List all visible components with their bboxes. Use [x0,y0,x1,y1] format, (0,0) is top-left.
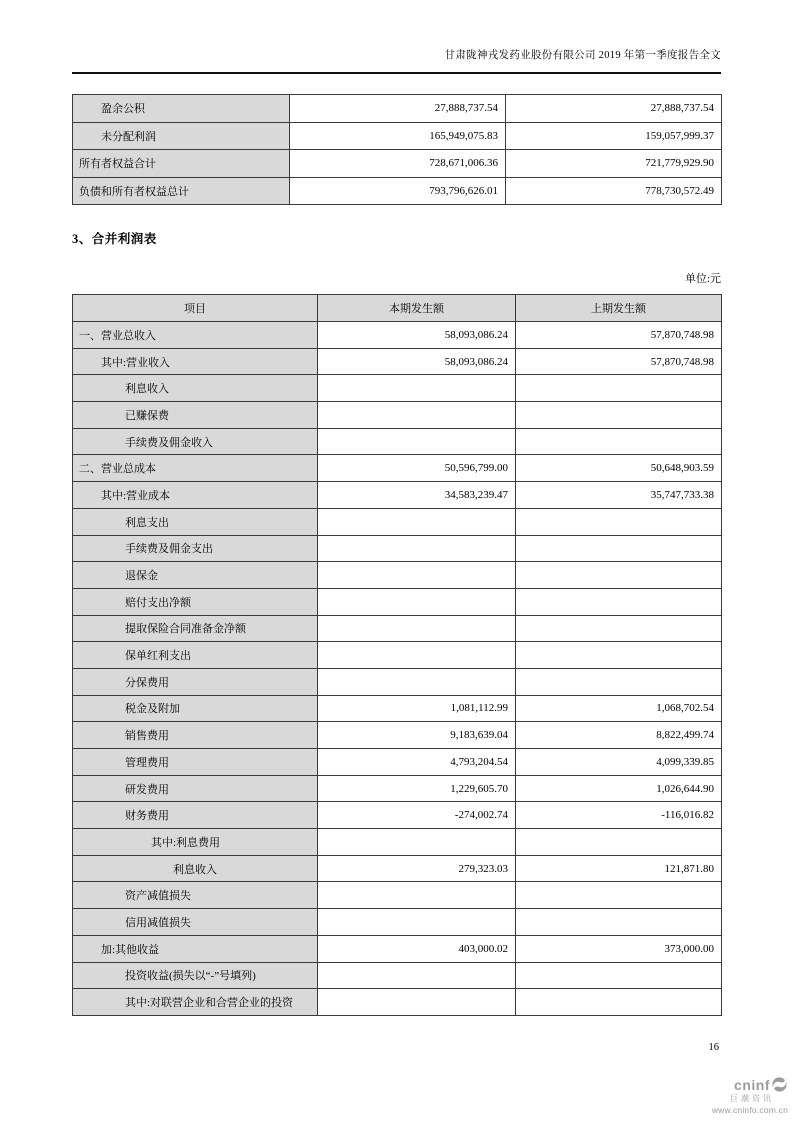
table-row [73,375,722,402]
table-row [73,177,722,205]
current-period-value: 728,671,006.36 [290,150,506,178]
row-label: 财务费用 [73,802,318,829]
balance-sheet-bottom-table [72,94,722,205]
row-label: 管理费用 [73,749,318,776]
prior-period-value [516,668,722,695]
row-label: 资产减值损失 [73,882,318,909]
table-row [73,695,722,722]
table-row [73,989,722,1016]
table-row [73,855,722,882]
prior-period-value: -116,016.82 [516,802,722,829]
row-label: 提取保险合同准备金净额 [73,615,318,642]
table-row [73,122,722,150]
page-content [72,0,721,1016]
current-period-value: 1,229,605.70 [318,775,516,802]
current-period-value [318,375,516,402]
current-period-value: 9,183,639.04 [318,722,516,749]
table-row [73,935,722,962]
current-period-value [318,428,516,455]
cninfo-url: www.cninfo.com.cn [711,1105,788,1115]
table-row [73,562,722,589]
table-row [73,402,722,429]
prior-period-value: 721,779,929.90 [506,150,722,178]
table-row [73,668,722,695]
table-row [73,150,722,178]
current-period-value [318,615,516,642]
prior-period-value [516,508,722,535]
page-number: 16 [708,1042,719,1053]
row-label: 退保金 [73,562,318,589]
row-label: 未分配利润 [73,122,290,150]
table-row [73,508,722,535]
current-period-value [318,562,516,589]
prior-period-value [516,535,722,562]
prior-period-value [516,989,722,1016]
prior-period-value [516,642,722,669]
current-period-value [318,909,516,936]
table-row [73,775,722,802]
table-row [73,722,722,749]
prior-period-value [516,909,722,936]
current-period-value [318,508,516,535]
prior-period-value: 1,068,702.54 [516,695,722,722]
current-period-value: 50,596,799.00 [318,455,516,482]
prior-period-value: 373,000.00 [516,935,722,962]
document-header-title: 甘肃陇神戎发药业股份有限公司 2019 年第一季度报告全文 [444,50,721,61]
table-row [73,882,722,909]
table-row [73,642,722,669]
cninfo-swirl-icon [771,1076,788,1093]
current-period-value: 34,583,239.47 [318,482,516,509]
current-period-value: 403,000.02 [318,935,516,962]
prior-period-value: 1,026,644.90 [516,775,722,802]
prior-period-value [516,402,722,429]
row-label: 研发费用 [73,775,318,802]
row-label: 负债和所有者权益总计 [73,177,290,205]
table-row [73,749,722,776]
prior-period-value [516,615,722,642]
prior-period-value: 57,870,748.98 [516,322,722,349]
header-divider [72,72,721,74]
row-label: 信用减值损失 [73,909,318,936]
row-label: 赔付支出净额 [73,588,318,615]
current-period-value [318,829,516,856]
income-table-body [73,322,722,1016]
prior-period-value: 35,747,733.38 [516,482,722,509]
cninfo-footer-logo [712,1076,788,1115]
column-header-prior-period: 上期发生额 [516,295,722,322]
row-label: 保单红利支出 [73,642,318,669]
row-label: 销售费用 [73,722,318,749]
table-row [73,802,722,829]
balance-table-body [73,95,722,205]
prior-period-value [516,562,722,589]
row-label: 已赚保费 [73,402,318,429]
row-label: 二、营业总成本 [73,455,318,482]
prior-period-value: 4,099,339.85 [516,749,722,776]
row-label: 加:其他收益 [73,935,318,962]
row-label: 利息收入 [73,855,318,882]
current-period-value: 58,093,086.24 [318,322,516,349]
current-period-value: 4,793,204.54 [318,749,516,776]
current-period-value [318,588,516,615]
prior-period-value: 8,822,499.74 [516,722,722,749]
current-period-value [318,989,516,1016]
current-period-value [318,642,516,669]
current-period-value: -274,002.74 [318,802,516,829]
table-row [73,615,722,642]
column-header-current-period: 本期发生额 [318,295,516,322]
table-row [73,428,722,455]
current-period-value: 165,949,075.83 [290,122,506,150]
table-row [73,962,722,989]
prior-period-value [516,375,722,402]
row-label: 利息收入 [73,375,318,402]
current-period-value: 27,888,737.54 [290,95,506,123]
current-period-value [318,668,516,695]
table-row [73,535,722,562]
table-row [73,909,722,936]
income-table-header-row [73,295,722,322]
current-period-value [318,882,516,909]
prior-period-value [516,428,722,455]
table-row [73,348,722,375]
current-period-value: 279,323.03 [318,855,516,882]
row-label: 手续费及佣金支出 [73,535,318,562]
current-period-value: 58,093,086.24 [318,348,516,375]
row-label: 税金及附加 [73,695,318,722]
table-row [73,588,722,615]
income-statement-table [72,294,722,1016]
prior-period-value: 778,730,572.49 [506,177,722,205]
table-row [73,482,722,509]
prior-period-value: 57,870,748.98 [516,348,722,375]
cninfo-chinese-name: 巨潮资讯 [730,1094,774,1103]
prior-period-value [516,962,722,989]
prior-period-value: 50,648,903.59 [516,455,722,482]
table-row [73,322,722,349]
row-label: 手续费及佣金收入 [73,428,318,455]
current-period-value [318,535,516,562]
row-label: 其中:营业收入 [73,348,318,375]
unit-label: 单位:元 [684,273,721,285]
row-label: 其中:对联营企业和合营企业的投资 [73,989,318,1016]
row-label: 所有者权益合计 [73,150,290,178]
row-label: 利息支出 [73,508,318,535]
column-header-item: 项目 [73,295,318,322]
row-label: 一、营业总收入 [73,322,318,349]
section-title: 3、合并利润表 [72,232,157,246]
row-label: 其中:利息费用 [73,829,318,856]
prior-period-value [516,882,722,909]
row-label: 盈余公积 [73,95,290,123]
table-row [73,455,722,482]
current-period-value [318,402,516,429]
cninfo-brand-text: cninf [734,1076,770,1093]
prior-period-value [516,588,722,615]
prior-period-value: 159,057,999.37 [506,122,722,150]
prior-period-value [516,829,722,856]
current-period-value: 793,796,626.01 [290,177,506,205]
prior-period-value: 121,871.80 [516,855,722,882]
current-period-value: 1,081,112.99 [318,695,516,722]
table-row [73,829,722,856]
row-label: 其中:营业成本 [73,482,318,509]
row-label: 投资收益(损失以“-”号填列) [73,962,318,989]
table-row [73,95,722,123]
prior-period-value: 27,888,737.54 [506,95,722,123]
current-period-value [318,962,516,989]
row-label: 分保费用 [73,668,318,695]
